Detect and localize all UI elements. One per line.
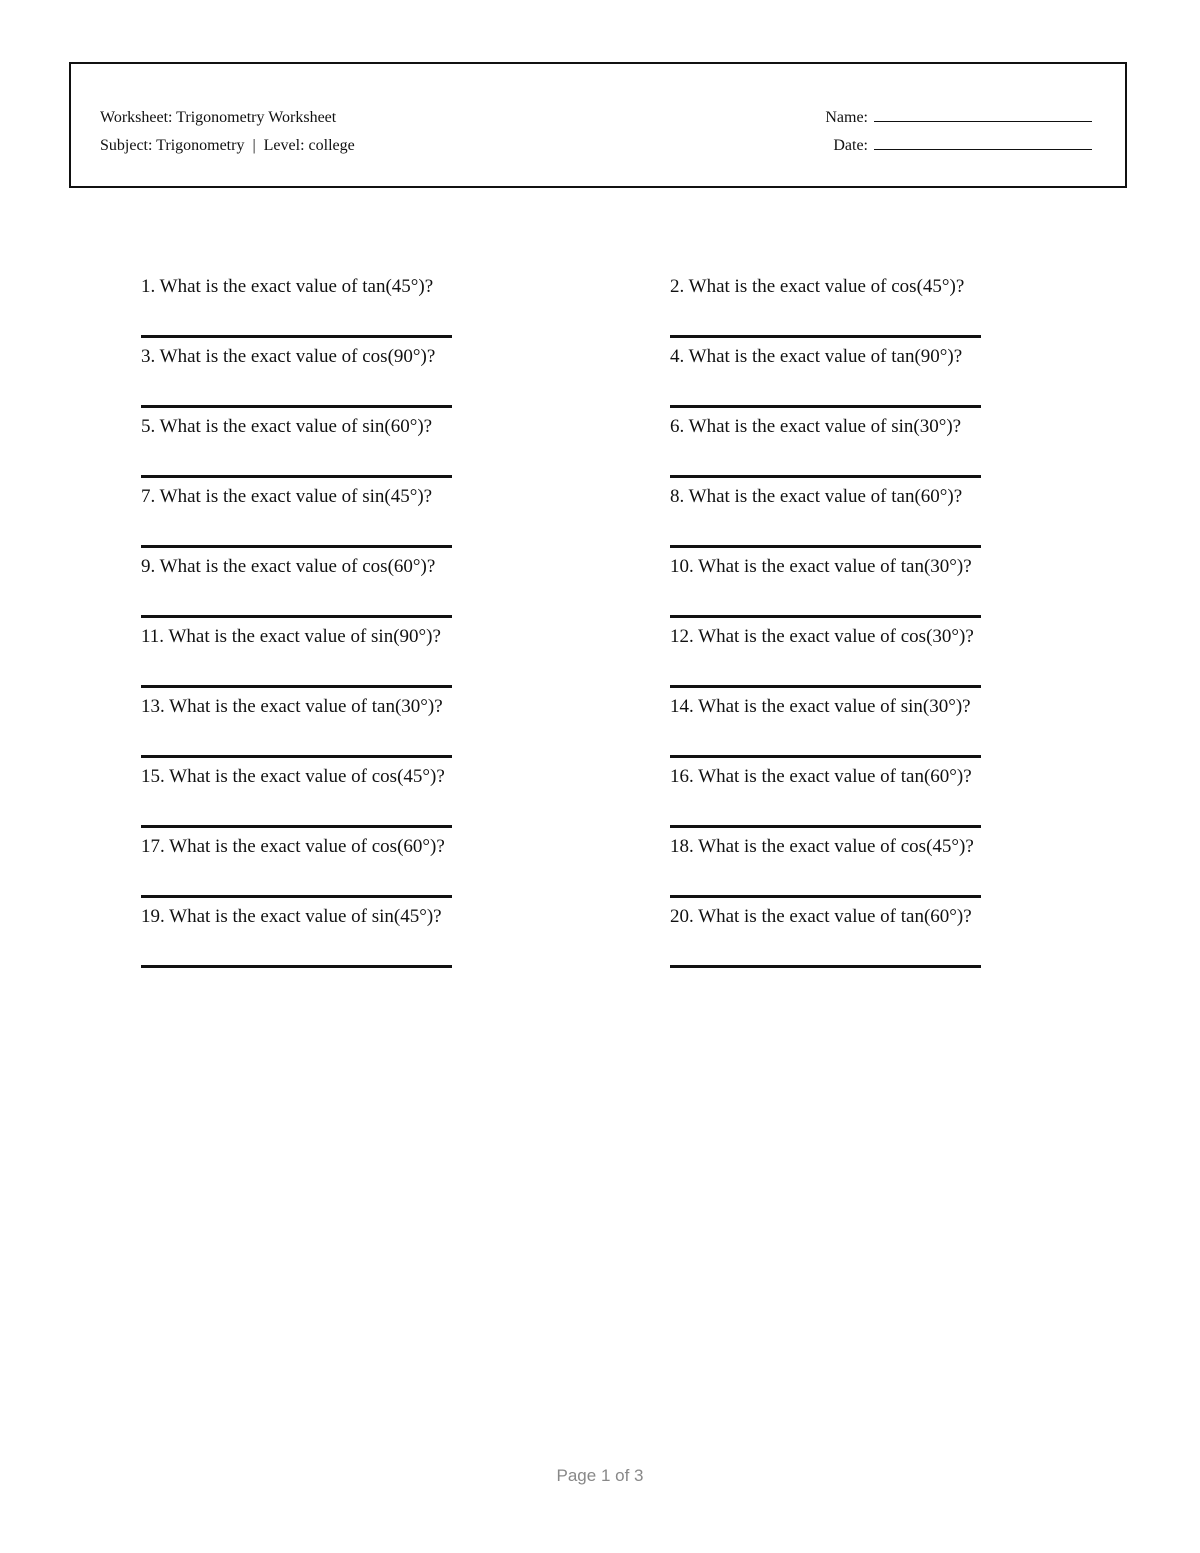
question-item: [670, 276, 1041, 346]
answer-line[interactable]: [670, 545, 981, 548]
question-text: 12. What is the exact value of cos(30°)?: [670, 626, 974, 647]
name-field[interactable]: [825, 104, 1092, 132]
question-text: 17. What is the exact value of cos(60°)?: [141, 836, 445, 857]
question-text: 14. What is the exact value of sin(30°)?: [670, 696, 971, 717]
question-text: 2. What is the exact value of cos(45°)?: [670, 276, 965, 297]
answer-line[interactable]: [670, 685, 981, 688]
question-text: 18. What is the exact value of cos(45°)?: [670, 836, 974, 857]
answer-line[interactable]: [670, 475, 981, 478]
answer-line[interactable]: [141, 965, 452, 968]
date-label: Date:: [833, 137, 868, 154]
answer-line[interactable]: [141, 825, 452, 828]
question-text: 20. What is the exact value of tan(60°)?: [670, 906, 972, 927]
question-text: 4. What is the exact value of tan(90°)?: [670, 346, 963, 367]
question-item: [670, 486, 1041, 556]
question-text: 10. What is the exact value of tan(30°)?: [670, 556, 972, 577]
question-item: [670, 766, 1041, 836]
question-item: [141, 696, 670, 766]
date-blank[interactable]: [874, 135, 1092, 150]
separator: |: [252, 137, 256, 154]
question-item: [141, 906, 670, 976]
answer-line[interactable]: [670, 965, 981, 968]
name-label: Name:: [825, 109, 868, 126]
worksheet-info: [100, 104, 355, 160]
question-item: [670, 416, 1041, 486]
question-text: 15. What is the exact value of cos(45°)?: [141, 766, 445, 787]
date-field[interactable]: [825, 132, 1092, 160]
question-item: [141, 836, 670, 906]
answer-line[interactable]: [670, 825, 981, 828]
answer-line[interactable]: [141, 405, 452, 408]
question-item: [141, 486, 670, 556]
answer-line[interactable]: [670, 335, 981, 338]
answer-line[interactable]: [141, 685, 452, 688]
question-item: [141, 766, 670, 836]
answer-line[interactable]: [141, 335, 452, 338]
question-item: [670, 626, 1041, 696]
question-text: 7. What is the exact value of sin(45°)?: [141, 486, 433, 507]
answer-line[interactable]: [670, 615, 981, 618]
question-text: 19. What is the exact value of sin(45°)?: [141, 906, 442, 927]
question-text: 9. What is the exact value of cos(60°)?: [141, 556, 436, 577]
question-item: [670, 556, 1041, 626]
question-item: [670, 906, 1041, 976]
page-number: Page 1 of 3: [556, 1466, 644, 1485]
answer-line[interactable]: [141, 895, 452, 898]
question-list: [141, 276, 1041, 976]
answer-line[interactable]: [141, 545, 452, 548]
question-item: [141, 416, 670, 486]
question-item: [670, 836, 1041, 906]
subject-level-line: [100, 132, 355, 160]
answer-line[interactable]: [670, 895, 981, 898]
question-text: 3. What is the exact value of cos(90°)?: [141, 346, 436, 367]
question-item: [141, 626, 670, 696]
level-label: Level: college: [263, 137, 355, 154]
answer-line[interactable]: [670, 755, 981, 758]
question-item: [670, 696, 1041, 766]
question-text: 6. What is the exact value of sin(30°)?: [670, 416, 962, 437]
subject-label: Subject: Trigonometry: [100, 137, 245, 154]
question-item: [141, 346, 670, 416]
answer-line[interactable]: [141, 755, 452, 758]
answer-line[interactable]: [141, 475, 452, 478]
question-item: [141, 556, 670, 626]
student-fields: [825, 104, 1092, 160]
worksheet-header: [69, 62, 1127, 188]
question-text: 11. What is the exact value of sin(90°)?: [141, 626, 441, 647]
question-text: 1. What is the exact value of tan(45°)?: [141, 276, 434, 297]
worksheet-title: Worksheet: Trigonometry Worksheet: [100, 109, 337, 126]
question-item: [670, 346, 1041, 416]
name-blank[interactable]: [874, 107, 1092, 122]
question-text: 5. What is the exact value of sin(60°)?: [141, 416, 433, 437]
question-text: 8. What is the exact value of tan(60°)?: [670, 486, 963, 507]
question-text: 13. What is the exact value of tan(30°)?: [141, 696, 443, 717]
question-text: 16. What is the exact value of tan(60°)?: [670, 766, 972, 787]
answer-line[interactable]: [670, 405, 981, 408]
question-item: [141, 276, 670, 346]
answer-line[interactable]: [141, 615, 452, 618]
